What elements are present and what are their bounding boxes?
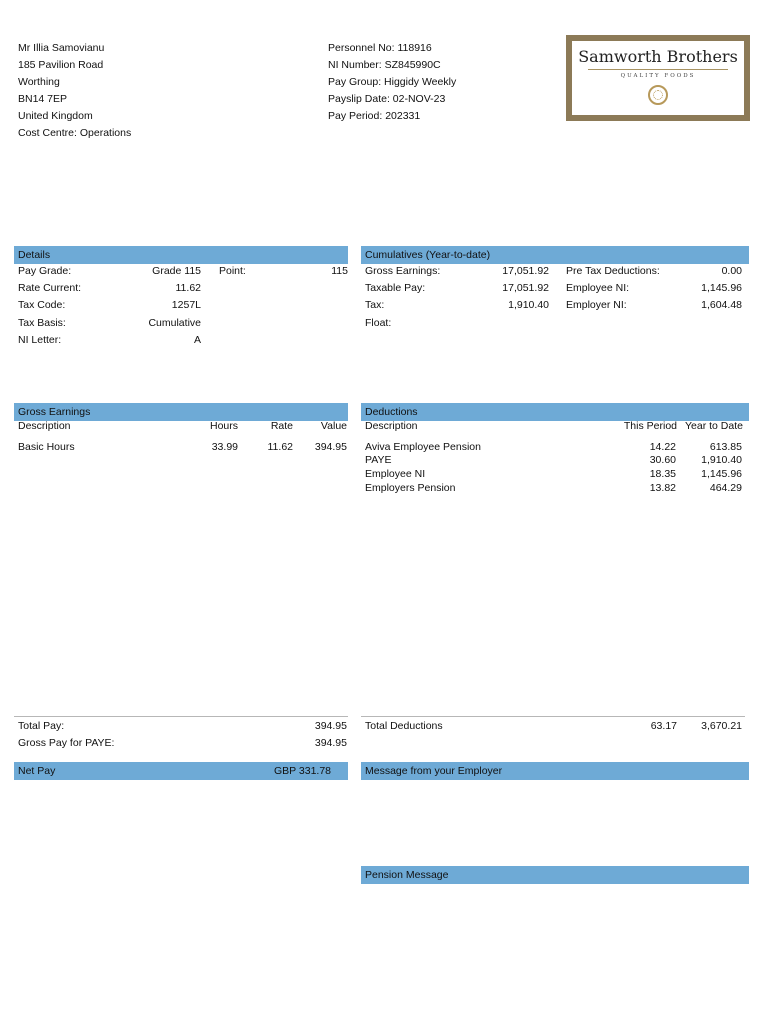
address-line-1: 185 Pavilion Road — [18, 59, 104, 71]
pre-tax-deductions-label: Pre Tax Deductions: — [566, 265, 660, 277]
cumulatives-header: Cumulatives (Year-to-date) — [361, 246, 749, 264]
gross-earnings-ytd-label: Gross Earnings: — [365, 265, 441, 277]
tax-code-label: Tax Code: — [18, 299, 66, 311]
pay-group: Pay Group: Higgidy Weekly — [328, 76, 457, 88]
ni-number: NI Number: SZ845990C — [328, 59, 441, 71]
earnings-col-description: Description — [18, 420, 71, 432]
earnings-col-value: Value — [320, 420, 347, 432]
employee-ni-ytd-value: 1,145.96 — [701, 282, 742, 294]
employee-name: Mr Illia Samovianu — [18, 42, 105, 54]
taxable-pay-value: 17,051.92 — [502, 282, 549, 294]
deduction-this-period: 13.82 — [649, 482, 676, 494]
deduction-description: PAYE — [365, 454, 392, 466]
taxable-pay-label: Taxable Pay: — [365, 282, 426, 294]
gross-earnings-header: Gross Earnings — [14, 403, 348, 421]
total-deductions-period: 63.17 — [650, 720, 677, 732]
tax-basis-label: Tax Basis: — [18, 317, 66, 329]
payslip-date: Payslip Date: 02-NOV-23 — [328, 93, 446, 105]
rate-current-label: Rate Current: — [18, 282, 82, 294]
ni-letter-value: A — [193, 334, 201, 346]
address-postcode: BN14 7EP — [18, 93, 68, 105]
logo-brand-name: Samworth Brothers — [578, 47, 738, 66]
personnel-number: Personnel No: 118916 — [328, 42, 432, 54]
gross-pay-paye-label: Gross Pay for PAYE: — [18, 737, 115, 749]
net-pay-label: Net Pay — [18, 765, 56, 777]
tax-code-value: 1257L — [171, 299, 201, 311]
deduction-description: Aviva Employee Pension — [365, 441, 481, 453]
deduction-this-period: 18.35 — [649, 468, 676, 480]
gross-earnings-ytd-value: 17,051.92 — [502, 265, 549, 277]
total-pay-label: Total Pay: — [18, 720, 65, 732]
earnings-row-rate: 11.62 — [267, 441, 293, 453]
logo-seal-icon — [648, 85, 668, 105]
gross-pay-paye-value: 394.95 — [314, 737, 347, 749]
deduction-description: Employers Pension — [365, 482, 456, 494]
tax-basis-value: Cumulative — [148, 317, 201, 329]
tax-ytd-value: 1,910.40 — [508, 299, 549, 311]
net-pay-bar — [14, 762, 348, 780]
details-header: Details — [14, 246, 348, 264]
tax-ytd-label: Tax: — [365, 299, 385, 311]
earnings-col-hours: Hours — [209, 420, 238, 432]
cost-centre: Cost Centre: Operations — [18, 127, 132, 139]
deduction-this-period: 30.60 — [649, 454, 676, 466]
pay-grade-value: Grade 115 — [152, 265, 201, 277]
point-value: 115 — [331, 265, 348, 277]
float-label: Float: — [365, 317, 392, 329]
net-pay-value: GBP 331.78 — [274, 765, 332, 777]
pension-message-header: Pension Message — [361, 866, 749, 884]
deduction-ytd: 613.85 — [709, 441, 742, 453]
deduction-ytd: 1,910.40 — [701, 454, 742, 466]
total-deductions-ytd: 3,670.21 — [701, 720, 742, 732]
totals-divider-left — [14, 716, 348, 717]
employer-ni-ytd-label: Employer NI: — [566, 299, 627, 311]
earnings-row-description: Basic Hours — [18, 441, 75, 453]
deduction-this-period: 14.22 — [649, 441, 676, 453]
deductions-col-description: Description — [365, 420, 418, 432]
employer-ni-ytd-value: 1,604.48 — [701, 299, 742, 311]
total-pay-value: 394.95 — [314, 720, 347, 732]
address-country: United Kingdom — [18, 110, 93, 122]
logo-tagline: QUALITY FOODS — [620, 73, 696, 79]
pre-tax-deductions-value: 0.00 — [721, 265, 742, 277]
totals-divider-right — [361, 716, 745, 717]
total-deductions-label: Total Deductions — [365, 720, 443, 732]
address-line-2: Worthing — [18, 76, 60, 88]
earnings-row-value: 394.95 — [314, 441, 347, 453]
deductions-col-ytd: Year to Date — [685, 420, 743, 432]
deduction-description: Employee NI — [365, 468, 426, 480]
company-logo — [566, 35, 750, 121]
pay-period: Pay Period: 202331 — [328, 110, 421, 122]
deduction-ytd: 464.29 — [709, 482, 742, 494]
employer-message-header: Message from your Employer — [361, 762, 749, 780]
rate-current-value: 11.62 — [175, 282, 201, 294]
employee-ni-ytd-label: Employee NI: — [566, 282, 630, 294]
earnings-col-rate: Rate — [270, 420, 293, 432]
pay-grade-label: Pay Grade: — [18, 265, 72, 277]
deductions-header: Deductions — [361, 403, 749, 421]
deduction-ytd: 1,145.96 — [701, 468, 742, 480]
ni-letter-label: NI Letter: — [18, 334, 62, 346]
logo-divider — [588, 69, 728, 70]
point-label: Point: — [219, 265, 246, 277]
deductions-col-this-period: This Period — [623, 420, 677, 432]
earnings-row-hours: 33.99 — [211, 441, 238, 453]
